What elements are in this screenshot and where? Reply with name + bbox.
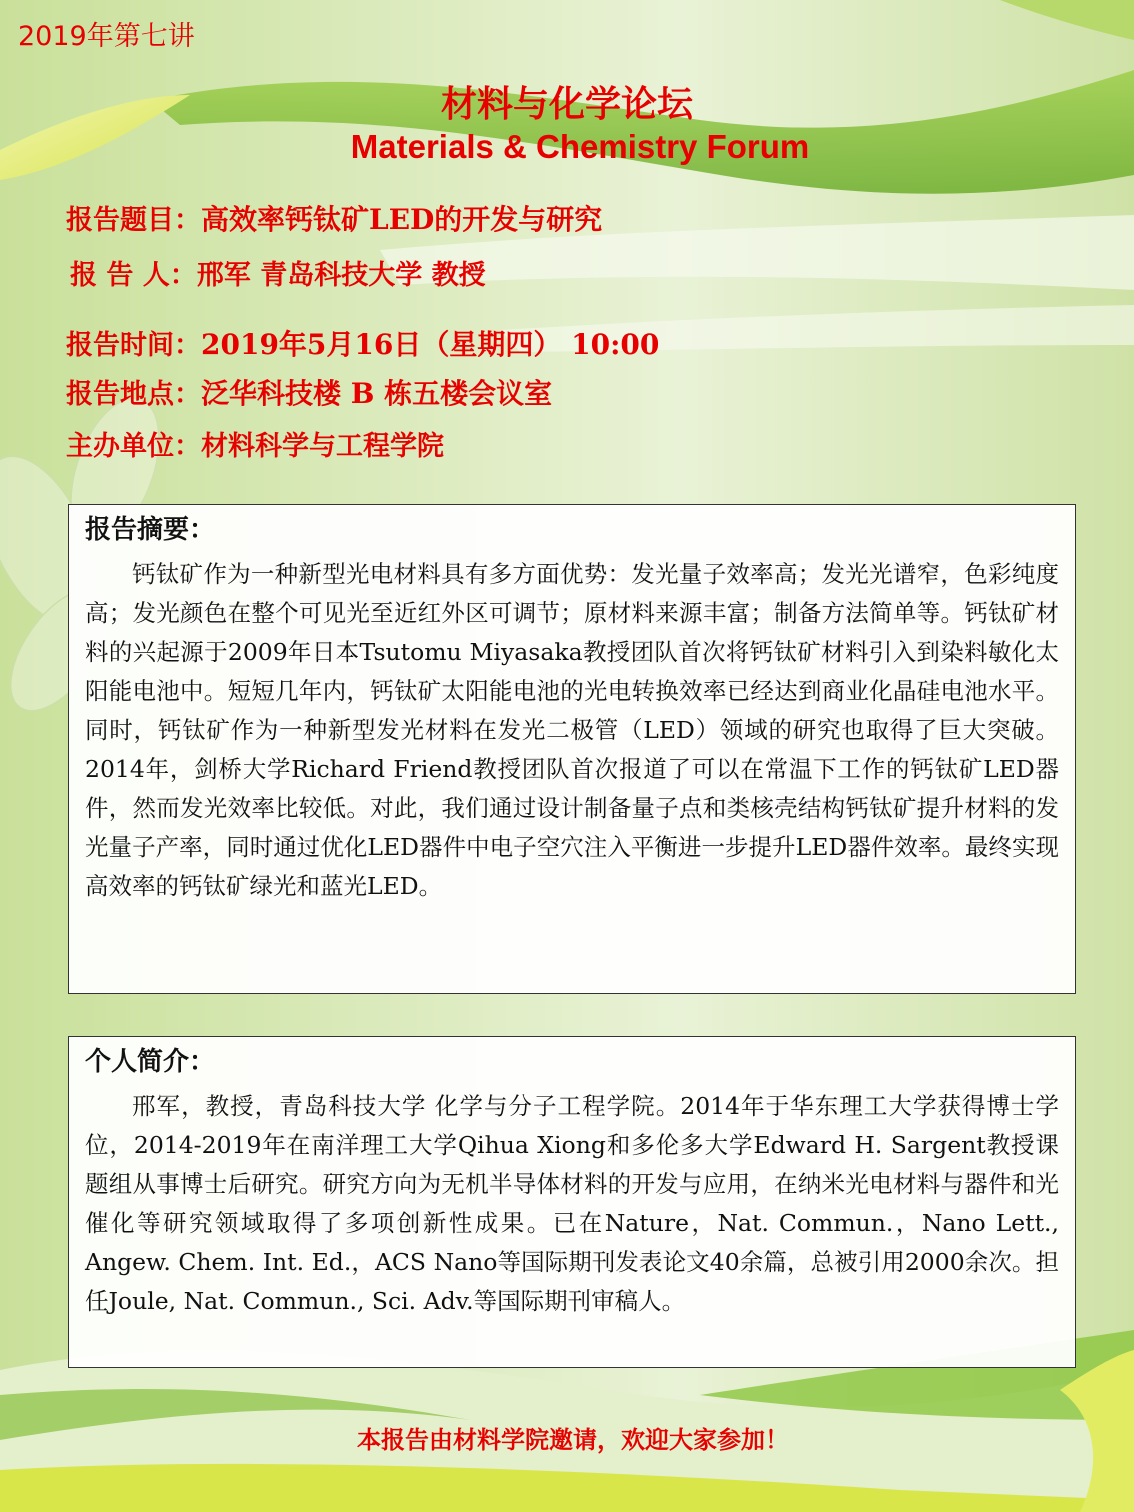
topic-label: 报告题目：	[66, 205, 201, 236]
info-host	[66, 424, 444, 463]
bio-title: 个人简介：	[85, 1047, 216, 1077]
forum-title-cn: 材料与化学论坛	[440, 84, 693, 125]
abstract-title: 报告摘要：	[85, 515, 216, 545]
place-value: 泛华科技楼 B 栋五楼会议室	[201, 377, 553, 410]
speaker-label: 报 告 人：	[70, 260, 197, 291]
info-speaker	[70, 253, 486, 292]
bio-box	[68, 1036, 1076, 1368]
info-time	[66, 323, 659, 363]
bio-body: 邢军，教授，青岛科技大学 化学与分子工程学院。2014年于华东理工大学获得博士学位，2014-2019年在南洋理工大学Qihua Xiong和多伦多大学Edward H. Sargent教授课题组从事博士后研究。研究方向为无机半导体材料的开发与应用，在纳米光电材料与器件和光催化等研究领域取得了多项创新性成果。已在Nature，Nat. Commun.，Nano Lett., Angew. Chem. Int. Ed.，ACS Nano等国际期刊发表论文40余篇，总被引用2000余次。担任Joule, Nat. Commun., Sci. Adv.等国际期刊审稿人。	[85, 1092, 1059, 1315]
info-topic	[66, 198, 602, 238]
speaker-value: 邢军 青岛科技大学 教授	[196, 260, 486, 291]
time-label: 报告时间：	[66, 330, 201, 361]
abstract-body: 钙钛矿作为一种新型光电材料具有多方面优势：发光量子效率高；发光光谱窄，色彩纯度高；发光颜色在整个可见光至近红外区可调节；原材料来源丰富；制备方法简单等。钙钛矿材料的兴起源于2009年日本Tsutomu Miyasaka教授团队首次将钙钛矿材料引入到染料敏化太阳能电池中。短短几年内，钙钛矿太阳能电池的光电转换效率已经达到商业化晶硅电池水平。同时，钙钛矿作为一种新型发光材料在发光二极管（LED）领域的研究也取得了巨大突破。2014年，剑桥大学Richard Friend教授团队首次报道了可以在常温下工作的钙钛矿LED器件，然而发光效率比较低。对此，我们通过设计制备量子点和类核壳结构钙钛矿提升材料的发光量子产率，同时通过优化LED器件中电子空穴注入平衡进一步提升LED器件效率。最终实现高效率的钙钛矿绿光和蓝光LED。	[85, 560, 1059, 900]
lecture-number: 2019年第七讲	[18, 21, 195, 52]
place-label: 报告地点：	[66, 379, 201, 410]
info-place	[66, 372, 552, 412]
abstract-box	[68, 504, 1076, 994]
host-label: 主办单位：	[66, 431, 201, 462]
time-value: 2019年5月16日（星期四） 10:00	[201, 328, 660, 361]
forum-title-en: Materials & Chemistry Forum	[350, 128, 810, 165]
footer-invitation: 本报告由材料学院邀请，欢迎大家参加！	[357, 1426, 789, 1454]
topic-value: 高效率钙钛矿LED的开发与研究	[201, 203, 603, 236]
host-value: 材料科学与工程学院	[201, 431, 444, 462]
